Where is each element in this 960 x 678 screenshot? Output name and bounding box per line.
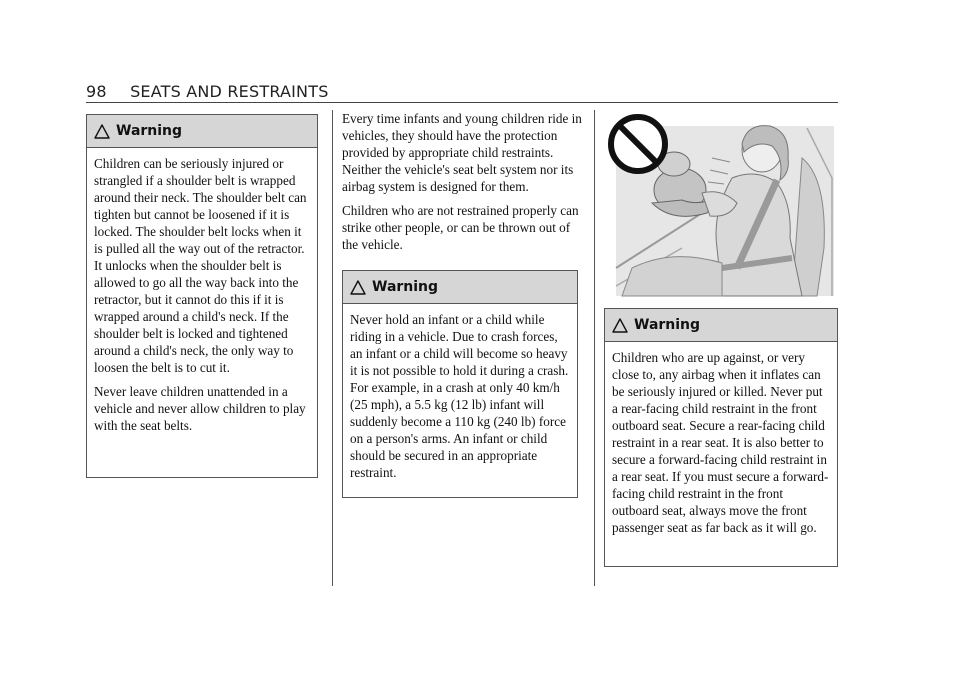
warning-body bbox=[605, 342, 837, 536]
section-title: SEATS AND RESTRAINTS bbox=[130, 82, 329, 101]
page-number: 98 bbox=[86, 82, 107, 101]
prohibition-icon bbox=[606, 112, 670, 176]
column-divider-left bbox=[332, 110, 333, 586]
warning-header bbox=[605, 309, 837, 342]
warning-paragraph: Children who are up against, or very close to, any airbag when it inflates can be seriously injured or killed. Never put a rear-facing child restraint in the front outboard seat. Secure a rear-facing child restraint in a rear seat. It is also better to secure a forward-facing child restraint in a rear seat. If you must secure a forward-facing child restraint in the front outboard seat, always move the front passenger seat as far back as it will go. bbox=[612, 350, 829, 535]
warning-triangle-icon bbox=[350, 280, 366, 295]
warning-triangle-icon bbox=[612, 318, 628, 333]
warning-paragraph: Children can be seriously injured or strangled if a shoulder belt is wrapped around their neck. The shoulder belt can tighten but cannot be loosened if it is locked. The shoulder belt locks when it is pulled all the way out of the retractor. It unlocks when the shoulder belt is allowed to go all the way back into the retractor, but it cannot do this if it is wrapped around a child's neck. If the shoulder belt is locked and tightened around a child's neck, the only way to loosen the belt is to cut it. bbox=[94, 156, 307, 375]
warning-title: Warning bbox=[116, 123, 183, 139]
body-text bbox=[342, 110, 582, 260]
warning-triangle-icon bbox=[94, 124, 110, 139]
page-header bbox=[86, 82, 838, 101]
warning-paragraph: Never leave children unattended in a vehicle and never allow children to play with the seat belts. bbox=[94, 384, 306, 433]
warning-body bbox=[343, 304, 577, 481]
warning-box-shoulder-belt bbox=[86, 114, 318, 478]
body-paragraph: Children who are not restrained properly can strike other people, or can be thrown out of the vehicle. bbox=[342, 203, 579, 252]
warning-box-hold-infant bbox=[342, 270, 578, 498]
warning-header bbox=[343, 271, 577, 304]
warning-title: Warning bbox=[634, 317, 701, 333]
warning-title: Warning bbox=[372, 279, 439, 295]
header-rule bbox=[86, 102, 838, 103]
warning-body bbox=[87, 148, 317, 434]
column-divider-right bbox=[594, 110, 595, 586]
warning-header bbox=[87, 115, 317, 148]
warning-box-airbag bbox=[604, 308, 838, 567]
warning-paragraph: Never hold an infant or a child while riding in a vehicle. Due to crash forces, an infant or a child will become so heavy it is not possible to hold it during a crash. For example, in a crash at only 40 km/h (25 mph), a 5.5 kg (12 lb) infant will suddenly become a 110 kg (240 lb) force on a person's arms. An infant or child should be secured in an appropriate restraint. bbox=[350, 312, 569, 480]
body-paragraph: Every time infants and young children ride in vehicles, they should have the protection provided by appropriate child restraints. Neither the vehicle's seat belt system nor its airbag system is designed for them. bbox=[342, 111, 582, 194]
